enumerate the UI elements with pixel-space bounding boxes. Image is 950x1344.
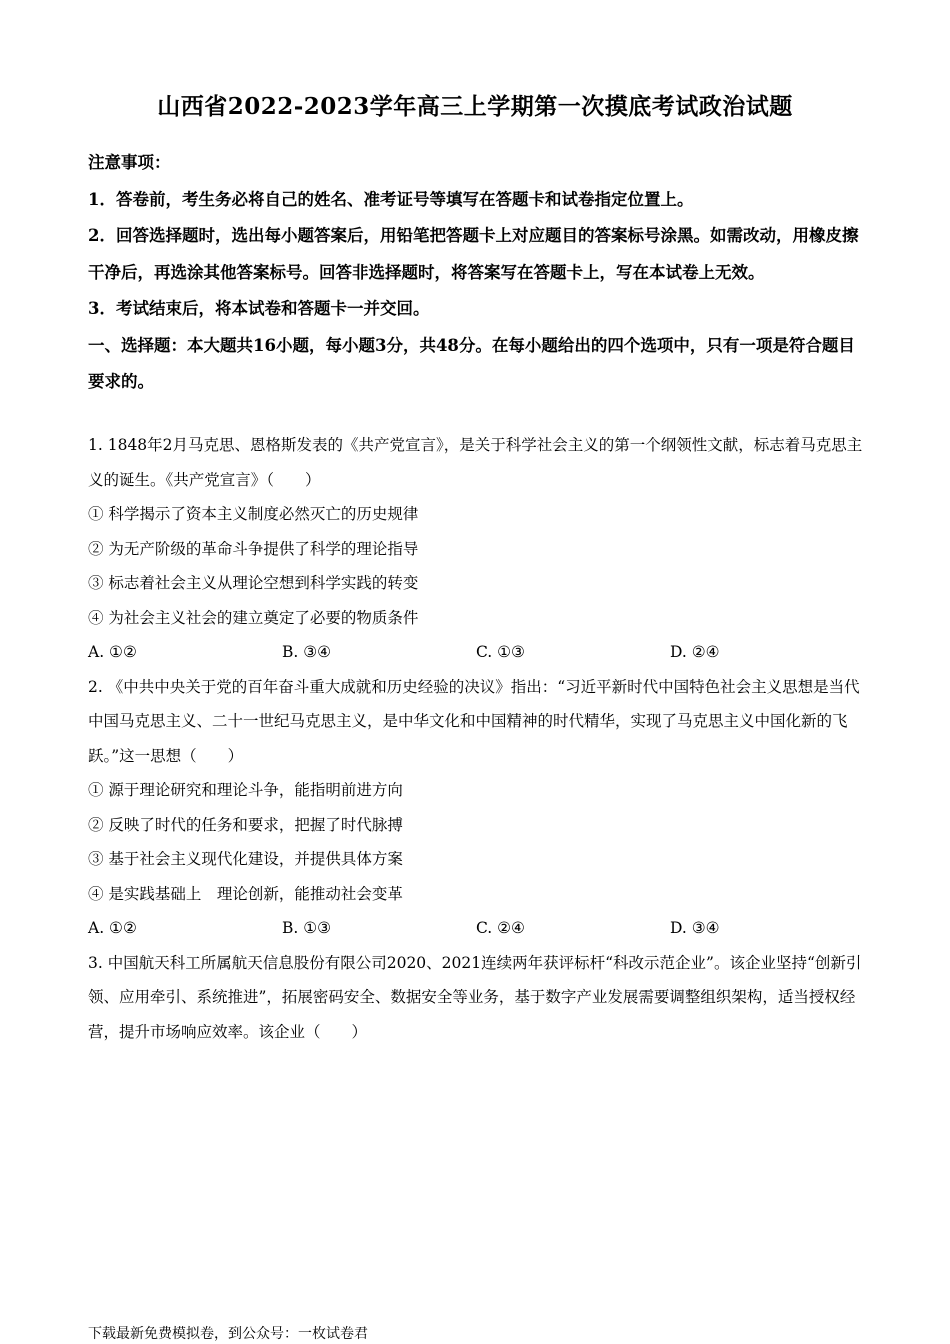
statement: ② 反映了时代的任务和要求，把握了时代脉搏 bbox=[88, 815, 403, 834]
questions-section bbox=[88, 428, 868, 1049]
notice-section bbox=[88, 145, 868, 401]
statement: ① 科学揭示了资本主义制度必然灭亡的历史规律 bbox=[88, 505, 419, 523]
question-2 bbox=[88, 670, 868, 946]
option-d: D. ③④ bbox=[670, 919, 720, 937]
notice-item: 1．答卷前，考生务必将自己的姓名、准考证号等填写在答题卡和试卷指定位置上。 bbox=[88, 189, 694, 209]
section-heading: 一、选择题：本大题共16小题，每小题3分，共48分。在每小题给出的四个选项中，只有一项是符合题目要求的。 bbox=[88, 335, 855, 391]
question-stem: 1. 1848年2月马克思、恩格斯发表的《共产党宣言》，是关于科学社会主义的第一个纲领性文献，标志着马克思主义的诞生。《共产党宣言》（ ） bbox=[88, 436, 863, 489]
question-stem: 3. 中国航天科工所属航天信息股份有限公司2020、2021连续两年获评标杆“科改示范企业”。该企业坚持“创新引领、应用牵引、系统推进”，拓展密码安全、数据安全等业务，基于数字产业发展需要调整组织架构，适当授权经营，提升市场响应效率。该企业（ ） bbox=[88, 953, 862, 1041]
option-a: A. ①② bbox=[88, 919, 137, 937]
statement: ① 源于理论研究和理论斗争，能指明前进方向 bbox=[88, 781, 403, 799]
option-c: C. ①③ bbox=[476, 643, 525, 661]
option-d: D. ②④ bbox=[670, 643, 720, 661]
question-1 bbox=[88, 428, 868, 670]
option-a: A. ①② bbox=[88, 643, 137, 661]
question-stem: 2. 《中共中央关于党的百年奋斗重大成就和历史经验的决议》指出：“习近平新时代中国特色社会主义思想是当代中国马克思主义、二十一世纪马克思主义，是中华文化和中国精神的时代精华，实现了马克思主义中国化新的飞跃。”这一思想（ ） bbox=[88, 677, 860, 765]
page-title: 山西省2022-2023学年高三上学期第一次摸底考试政治试题 bbox=[157, 93, 793, 120]
statement: ④ 为社会主义社会的建立奠定了必要的物质条件 bbox=[88, 608, 419, 627]
notice-heading: 注意事项： bbox=[88, 153, 171, 172]
notice-item: 2．回答选择题时，选出每小题答案后，用铅笔把答题卡上对应题目的答案标号涂黑。如需改动，用橡皮擦干净后，再选涂其他答案标号。回答非选择题时，将答案写在答题卡上，写在本试卷上无效。 bbox=[88, 226, 859, 282]
footer-note: 下载最新免费模拟卷，到公众号：一枚试卷君 bbox=[88, 1326, 368, 1342]
statement: ③ 标志着社会主义从理论空想到科学实践的转变 bbox=[88, 574, 419, 592]
option-b: B. ③④ bbox=[282, 643, 332, 661]
statement: ② 为无产阶级的革命斗争提供了科学的理论指导 bbox=[88, 539, 419, 558]
option-c: C. ②④ bbox=[476, 919, 525, 937]
option-b: B. ①③ bbox=[282, 919, 332, 937]
answer-options bbox=[88, 635, 868, 670]
question-3 bbox=[88, 946, 868, 1050]
notice-item: 3．考试结束后，将本试卷和答题卡一并交回。 bbox=[88, 299, 430, 318]
answer-options bbox=[88, 911, 868, 946]
statement: ④ 是实践基础上 理论创新，能推动社会变革 bbox=[88, 884, 403, 903]
statement: ③ 基于社会主义现代化建设，并提供具体方案 bbox=[88, 850, 403, 868]
